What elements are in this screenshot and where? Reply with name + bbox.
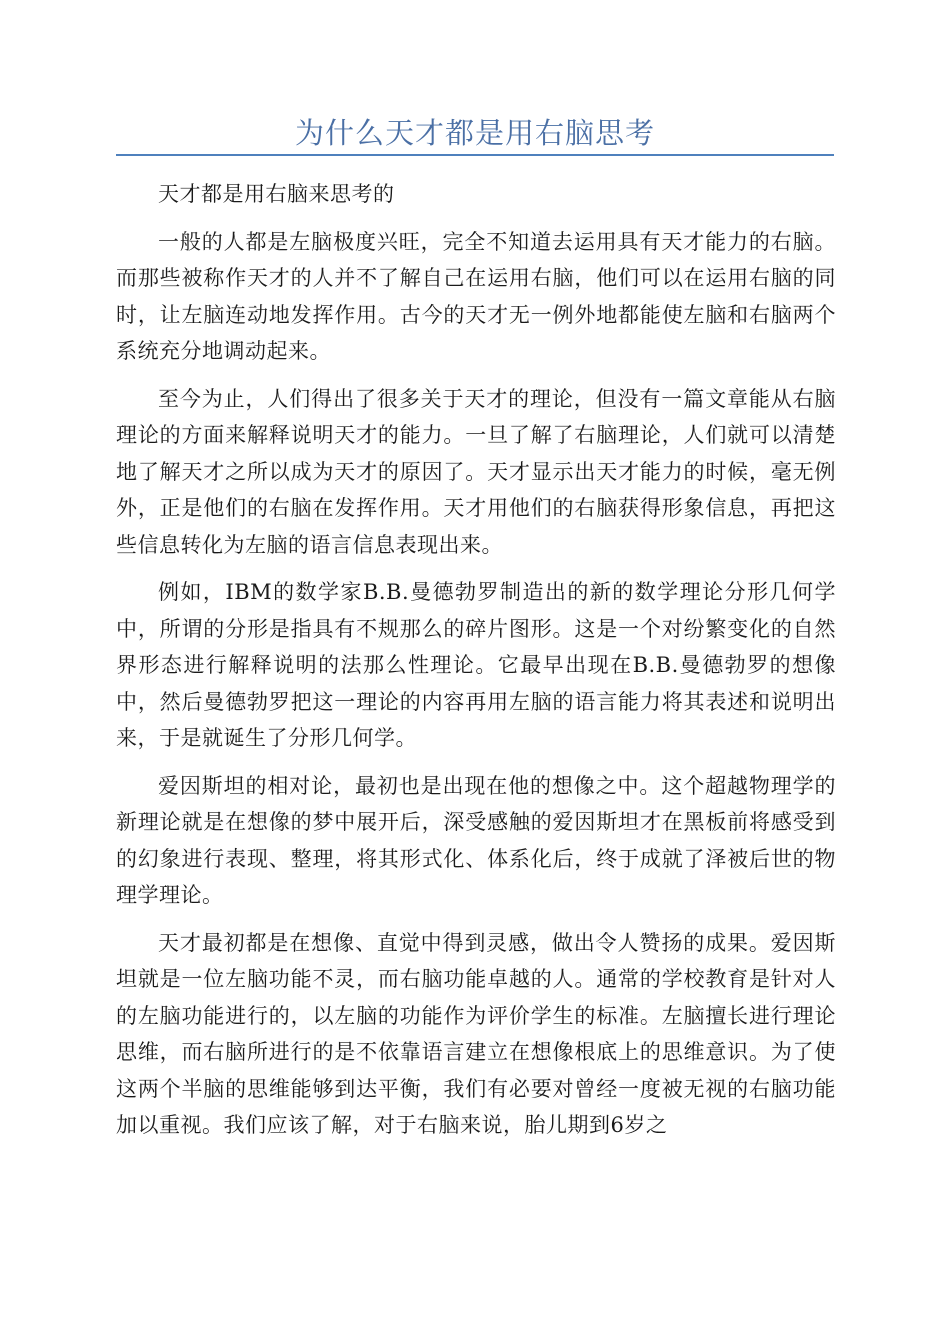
title-underline xyxy=(116,154,834,156)
paragraph: 一般的人都是左脑极度兴旺，完全不知道去运用具有天才能力的右脑。而那些被称作天才的人并不了解自己在运用右脑，他们可以在运用右脑的同时，让左脑连动地发挥作用。古今的天才无一例外地都能使左脑和右脑两个系统充分地调动起来。 xyxy=(116,229,836,363)
document-body xyxy=(116,176,836,1155)
paragraph: 至今为止，人们得出了很多关于天才的理论，但没有一篇文章能从右脑理论的方面来解释说明天才的能力。一旦了解了右脑理论，人们就可以清楚地了解天才之所以成为天才的原因了。天才显示出天才能力的时候，毫无例外，正是他们的右脑在发挥作用。天才用他们的右脑获得形象信息，再把这些信息转化为左脑的语言信息表现出来。 xyxy=(116,386,836,557)
paragraph: 例如，IBM的数学家B.B.曼德勃罗制造出的新的数学理论分形几何学中，所谓的分形是指具有不规那么的碎片图形。这是一个对纷繁变化的自然界形态进行解释说明的法那么性理论。它最早出现在B.B.曼德勃罗的想像中，然后曼德勃罗把这一理论的内容再用左脑的语言能力将其表述和说明出来，于是就诞生了分形几何学。 xyxy=(116,580,836,750)
paragraph: 爱因斯坦的相对论，最初也是出现在他的想像之中。这个超越物理学的新理论就是在想像的梦中展开后，深受感触的爱因斯坦才在黑板前将感受到的幻象进行表现、整理，将其形式化、体系化后，终于成就了泽被后世的物理学理论。 xyxy=(116,773,836,907)
paragraph: 天才最初都是在想像、直觉中得到灵感，做出令人赞扬的成果。爱因斯坦就是一位左脑功能不灵，而右脑功能卓越的人。通常的学校教育是针对人的左脑功能进行的，以左脑的功能作为评价学生的标准。左脑擅长进行理论思维，而右脑所进行的是不依靠语言建立在想像根底上的思维意识。为了使这两个半脑的思维能够到达平衡，我们有必要对曾经一度被无视的右脑功能加以重视。我们应该了解，对于右脑来说，胎儿期到6岁之 xyxy=(116,930,836,1137)
paragraph-subtitle: 天才都是用右脑来思考的 xyxy=(158,182,395,206)
document-title: 为什么天才都是用右脑思考 xyxy=(294,116,655,150)
